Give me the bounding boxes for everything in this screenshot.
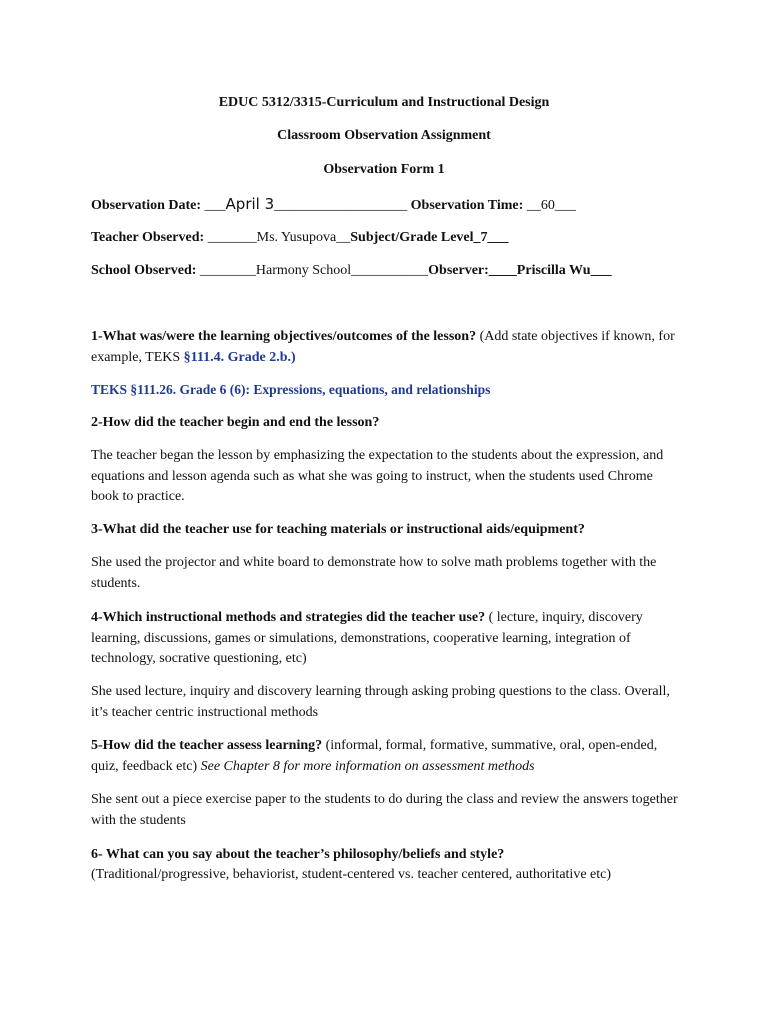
q1-note: (Add state objectives if known, for example, TEKS	[91, 329, 675, 365]
q1-teks: §111.4. Grade 2.b.)	[183, 349, 296, 365]
q2-answer: The teacher began the lesson by emphasizing the expectation to the students about the expression, and equations and lesson agenda such as what she was going to instruct, when the students used Chrome book to practice.	[91, 448, 664, 504]
q1-label: 1-What was/were the learning objectives/outcomes of the lesson?	[91, 329, 477, 344]
q6-note: (Traditional/progressive, behaviorist, student-centered vs. teacher centered, authoritative etc)	[91, 867, 612, 882]
q1-answer: TEKS §111.26. Grade 6 (6): Expressions, equations, and relationships	[91, 382, 491, 397]
q5-italic-note: See Chapter 8 for more information on assessment methods	[200, 758, 535, 774]
q5-label: 5-How did the teacher assess learning?	[91, 738, 323, 753]
teacher-row	[91, 228, 691, 248]
q5-note: (informal, formal, formative, summative, oral, open-ended, quiz, feedback etc)	[91, 738, 658, 774]
observer-label: Observer:____Priscilla Wu___	[428, 263, 612, 278]
q3-label: 3-What did the teacher use for teaching materials or instructional aids/equipment?	[91, 522, 585, 537]
course-title: EDUC 5312/3315-Curriculum and Instructional Design	[218, 95, 550, 110]
assignment-title: Classroom Observation Assignment	[277, 128, 491, 143]
q2-label: 2-How did the teacher begin and end the lesson?	[91, 415, 380, 430]
teacher-suffix: __	[336, 230, 351, 245]
date-suffix: ___________________	[274, 198, 408, 213]
q4-label: 4-Which instructional methods and strategies did the teacher use?	[91, 610, 486, 625]
date-label: Observation Date:	[91, 198, 202, 213]
date-prefix: ___	[201, 198, 226, 213]
school-label: School Observed:	[91, 263, 197, 278]
q4-note: ( lecture, inquiry, discovery learning, discussions, games or simulations, demonstrations, cooperative learning, integration of technology, socrative questioning, etc)	[91, 610, 643, 666]
school-value: Harmony School	[255, 263, 352, 278]
school-suffix: ___________	[351, 263, 429, 278]
observation-date-row	[91, 194, 691, 216]
teacher-value: Ms. Yusupova	[256, 230, 337, 245]
teacher-prefix: _______	[204, 230, 257, 245]
school-row	[91, 261, 691, 281]
q6-label: 6- What can you say about the teacher’s philosophy/beliefs and style?	[91, 847, 505, 862]
date-value: April 3	[225, 195, 275, 213]
q4-answer: She used lecture, inquiry and discovery learning through asking probing questions to the class. Overall, it’s teacher centric instructional methods	[91, 684, 670, 720]
q3-answer: She used the projector and white board to demonstrate how to solve math problems together with the students.	[91, 555, 657, 591]
q1-paragraph	[91, 327, 681, 368]
time-label: Observation Time:	[410, 198, 524, 213]
q5-paragraph	[91, 736, 681, 777]
subject-label: Subject/Grade Level_7___	[350, 230, 509, 245]
q5-answer: She sent out a piece exercise paper to the students to do during the class and review the answers together with the students	[91, 792, 678, 828]
form-title: Observation Form 1	[323, 162, 445, 177]
time-value: __60___	[523, 198, 576, 213]
school-prefix: ________	[196, 263, 256, 278]
q4-paragraph	[91, 608, 681, 670]
teacher-label: Teacher Observed:	[91, 230, 205, 245]
